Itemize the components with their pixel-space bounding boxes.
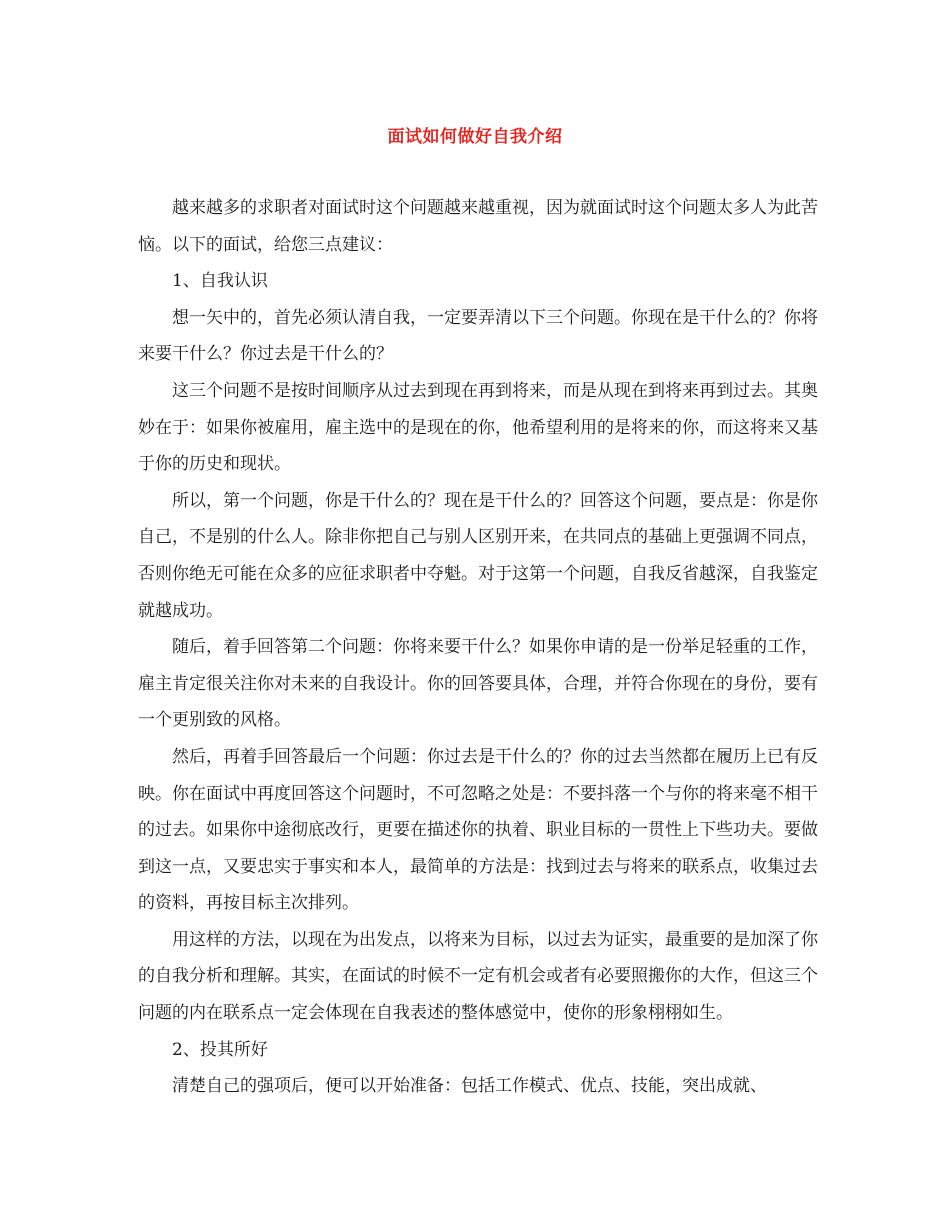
paragraph: 这三个问题不是按时间顺序从过去到现在再到将来，而是从现在到将来再到过去。其奥妙在于：如果你被雇用，雇主选中的是现在的你，他希望利用的是将来的你，而这将来又基于你的历史和现状。 [138,380,818,475]
document-body [138,190,818,1105]
paragraph: 随后，着手回答第二个问题：你将来要干什么？如果你申请的是一份举足轻重的工作，雇主肯定很关注你对未来的自我设计。你的回答要具体，合理，并符合你现在的身份，要有一个更别致的风格。 [138,637,818,731]
paragraph: 清楚自己的强项后，便可以开始准备：包括工作模式、优点、技能，突出成就、 [172,1076,767,1097]
paragraph: 想一矢中的，首先必须认清自我，一定要弄清以下三个问题。你现在是干什么的？你将来要干什么？你过去是干什么的？ [138,307,818,365]
document-title: 面试如何做好自我介绍 [387,127,563,147]
section-heading-cater: 2、投其所好 [172,1039,268,1060]
section-heading-self-awareness: 1、自我认识 [172,271,268,292]
paragraph: 用这样的方法，以现在为出发点，以将来为目标，以过去为证实，最重要的是加深了你的自我分析和理解。其实，在面试的时候不一定有机会或者有必要照搬你的大作，但这三个问题的内在联系点一定会体现在自我表述的整体感觉中，使你的形象栩栩如生。 [138,929,818,1024]
paragraph: 然后，再着手回答最后一个问题：你过去是干什么的？你的过去当然都在履历上已有反映。你在面试中再度回答这个问题时，不可忽略之处是：不要抖落一个与你的将来毫不相干的过去。如果你中途彻底改行，更要在描述你的执着、职业目标的一贯性上下些功夫。要做到这一点，又要忠实于事实和本人，最简单的方法是：找到过去与将来的联系点，收集过去的资料，再按目标主次排列。 [138,746,818,914]
paragraph: 所以，第一个问题，你是干什么的？现在是干什么的？回答这个问题，要点是：你是你自己，不是别的什么人。除非你把自己与别人区别开来，在共同点的基础上更强调不同点，否则你绝无可能在众多的应征求职者中夺魁。对于这第一个问题，自我反省越深，自我鉴定就越成功。 [138,490,818,621]
paragraph-intro: 越来越多的求职者对面试时这个问题越来越重视，因为就面试时这个问题太多人为此苦恼。以下的面试，给您三点建议： [138,198,818,255]
